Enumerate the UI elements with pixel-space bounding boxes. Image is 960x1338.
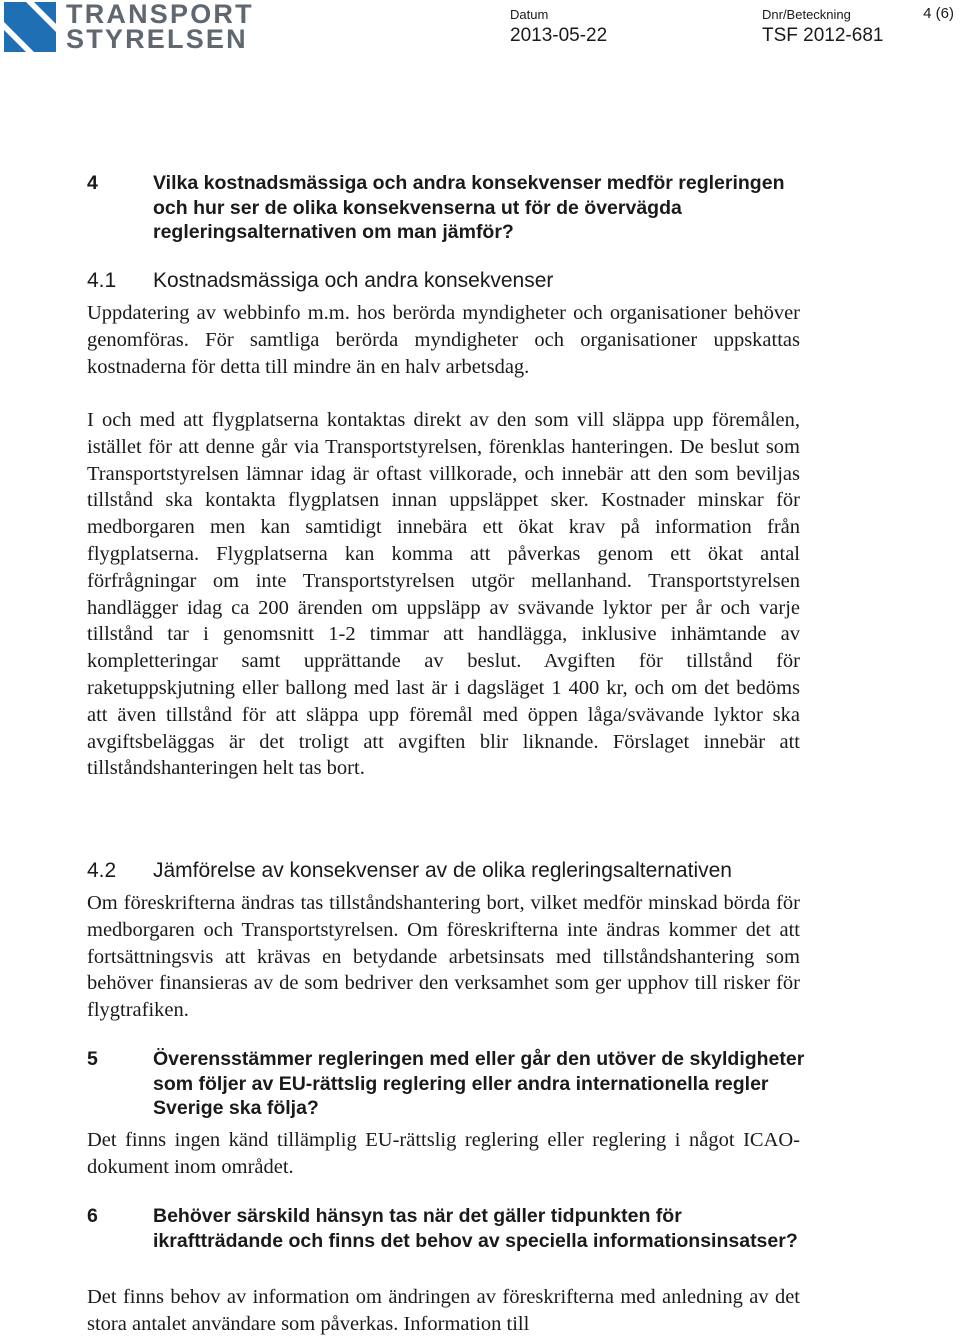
section-number: 5 — [87, 1048, 98, 1070]
section-4-heading — [87, 171, 807, 245]
date-block — [510, 6, 607, 49]
transportstyrelsen-logo — [4, 2, 254, 52]
paragraph: Det finns ingen känd tillämplig EU-rättslig reglering eller reglering i något ICAO-dokument inom området. — [87, 1129, 800, 1178]
date-label: Datum — [510, 7, 549, 22]
section-number: 4.2 — [87, 859, 117, 882]
paragraph: Om föreskrifterna ändras tas tillståndshantering bort, vilket medför minskad börda för medborgaren och Transportstyrelsen. Om föreskrifterna inte ändras kommer det att fortsättningsvis att krävas en betydande arbetsinsats med tillståndshantering som behöver finansieras av de som bedriver den verksamhet som ger upphov till risker för flygtrafiken. — [87, 892, 800, 1022]
section-title: Vilka kostnadsmässiga och andra konsekvenser medför regleringen och hur ser de olika konsekvenserna ut för de övervägda regleringsalternativen om man jämför? — [153, 172, 785, 243]
paragraph: Uppdatering av webbinfo m.m. hos berörda myndigheter och organisationer behöver genomföras. För samtliga berörda myndigheter och organisationer uppskattas kostnaderna för detta till mindre än en halv arbetsdag. — [87, 302, 800, 378]
section-title: Kostnadsmässiga och andra konsekvenser — [153, 269, 554, 292]
section-4-2-heading — [87, 858, 732, 884]
section-title: Överensstämmer regleringen med eller går den utöver de skyldigheter som följer av EU-rättslig reglering eller andra internationella regler Sverige ska följa? — [153, 1048, 805, 1119]
logo-wordmark — [66, 2, 254, 52]
logo-line-1: TRANSPORT — [66, 0, 254, 29]
date-value: 2013-05-22 — [510, 25, 608, 46]
section-4-1-heading — [87, 268, 553, 294]
section-title: Behöver särskild hänsyn tas när det gäller tidpunkten för ikraftträdande och finns det behov av speciella informationsinsatser? — [153, 1205, 798, 1252]
logo-mark-icon — [4, 2, 56, 52]
section-number: 4.1 — [87, 269, 117, 292]
section-number: 4 — [87, 172, 98, 194]
reference-value: TSF 2012-681 — [762, 25, 884, 46]
section-6-heading — [87, 1204, 807, 1253]
section-number: 6 — [87, 1205, 98, 1227]
page-number: 4 (6) — [923, 5, 954, 22]
reference-label: Dnr/Beteckning — [762, 7, 851, 22]
section-title: Jämförelse av konsekvenser av de olika regleringsalternativen — [153, 859, 732, 882]
reference-block — [762, 6, 883, 49]
paragraph: Det finns behov av information om ändringen av föreskrifterna med anledning av det stora antalet användare som påverkas. Information till — [87, 1286, 800, 1335]
section-5-heading — [87, 1047, 807, 1121]
paragraph: I och med att flygplatserna kontaktas direkt av den som vill släppa upp föremålen, istället för att denne går via Transportstyrelsen, förenklas hanteringen. De beslut som Transportstyrelsen lämnar idag är oftast villkorade, och innebär att den som beviljas tillstånd ska kontakta flygplatsen innan uppsläppet sker. Kostnader minskar för medborgaren men kan samtidigt innebära ett ökat krav på information från flygplatserna. Flygplatserna kan komma att påverkas genom ett ökat antal förfrågningar om inte Transportstyrelsen utgör mellanhand. Transportstyrelsen handlägger idag ca 200 ärenden om uppsläpp av svävande lyktor per år och varje tillstånd tar i genomsnitt 1-2 timmar att handlägga, inklusive inhämtande av kompletteringar samt upprättande av beslut. Avgiften för tillstånd för raketuppskjutning eller ballong med last är i dagsläget 1 400 kr, och om det bedöms att även tillstånd för att släppa upp föremål med öppen låga/svävande lyktor ska avgiftsbeläggas är det troligt att avgiften blir liknande. Förslaget innebär att tillståndshanteringen helt tas bort. — [87, 409, 800, 780]
logo-line-2: STYRELSEN — [66, 24, 248, 54]
